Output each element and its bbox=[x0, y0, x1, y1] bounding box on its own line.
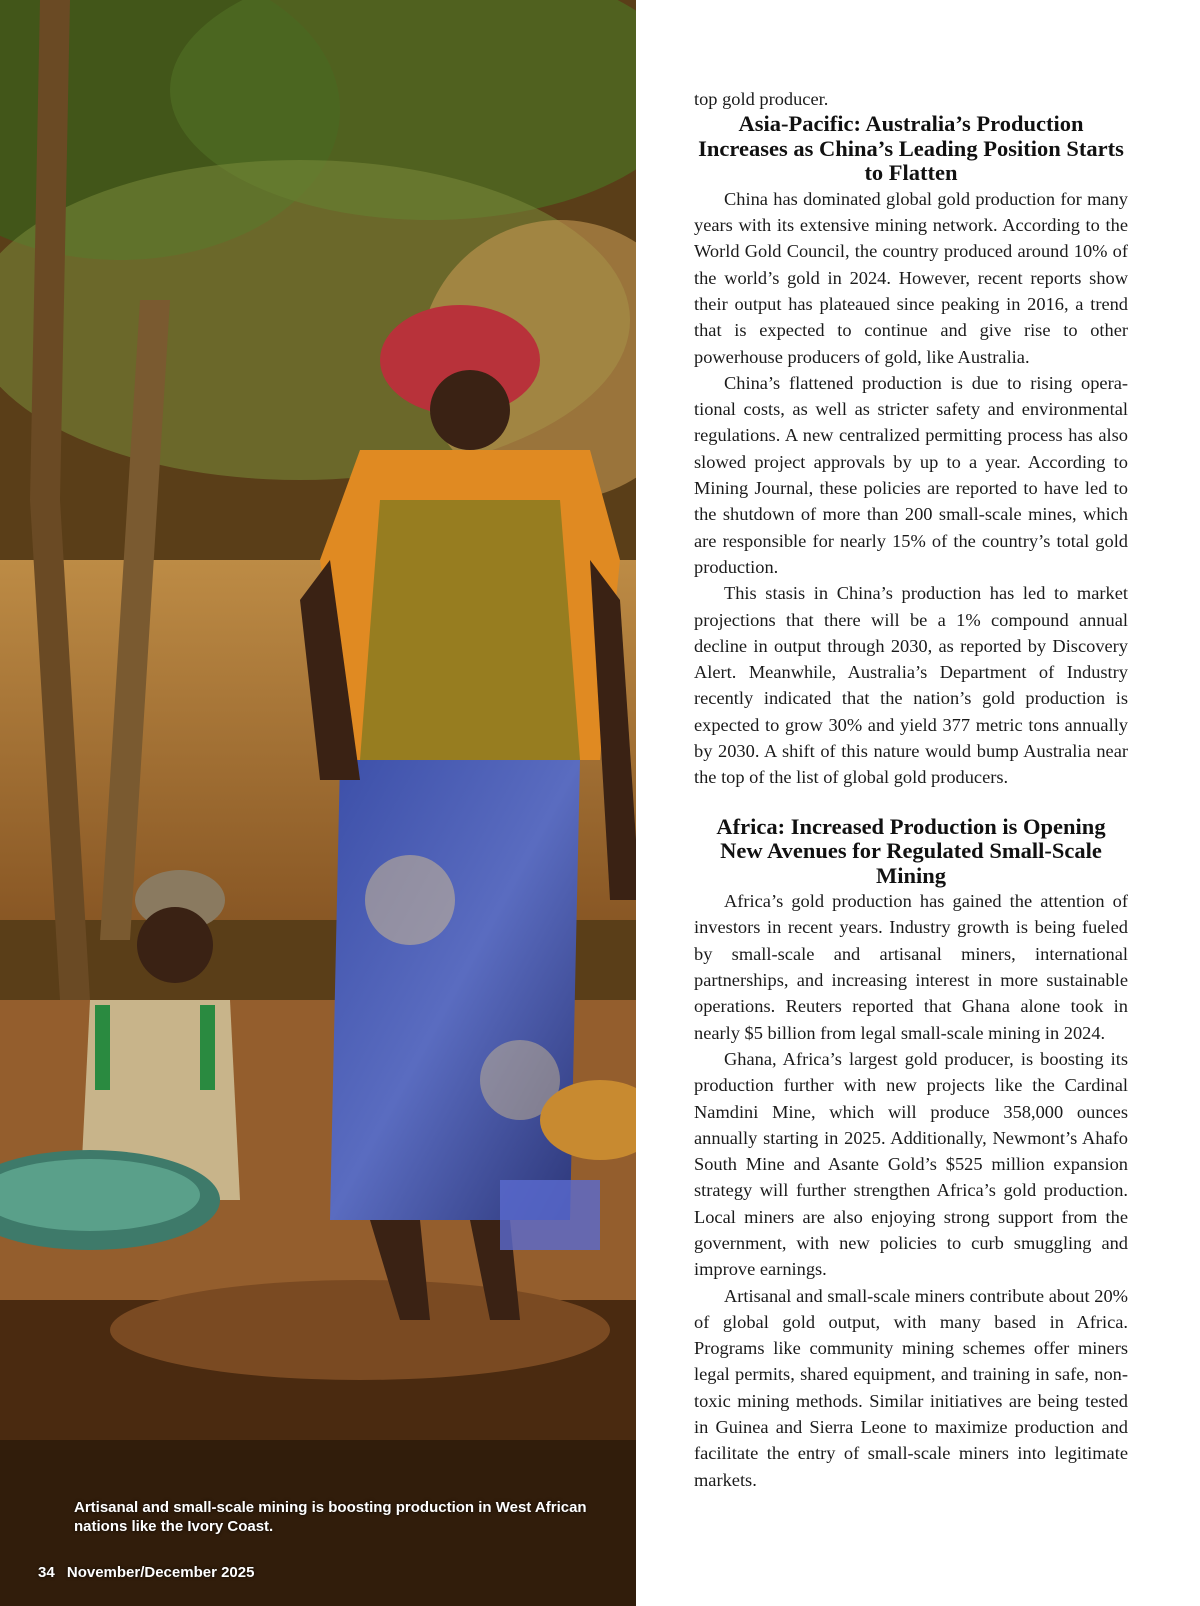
photo-caption: Artisanal and small-scale mining is boosting production in West African nations like the Ivory Coast. bbox=[74, 1499, 587, 1535]
paragraph: Artisanal and small-scale miners contribute about 20% of global gold output, with many based in Africa. Programs like community mining schemes offer miners legal permits, shared equipment, and training in safe, non-toxic mining methods. Similar initiatives are being tested in Guinea and Sierra Leone to maximize production and facilitate the entry of small-scale miners into legitimate markets. bbox=[694, 1285, 1128, 1490]
section-heading-asia-pacific: Asia-Pacific: Australia’s Production Increases as China’s Leading Position Starts to Flatten bbox=[698, 111, 1124, 186]
paragraph: China’s flattened production is due to rising operational costs, as well as stricter safety and environmental regulations. A new centralized permitting process has also slowed project approvals by up to a year. According to Mining Journal, these policies are reported to have led to the shutdown of more than 200 small-scale mines, which are responsible for nearly 15% of the country’s total gold production. bbox=[694, 372, 1128, 577]
paragraph: China has dominated global gold production for many years with its extensive mining network. According to the World Gold Council, the country produced around 10% of the world’s gold in 2024. However, recent reports show their output has plateaued since peaking in 2016, a trend that is expected to continue and give rise to other powerhouse producers of gold, like Australia. bbox=[694, 188, 1128, 367]
article-column bbox=[694, 86, 1128, 1493]
paragraph: Africa’s gold production has gained the attention of investors in recent years. Industry growth is being fueled by small-scale and artisanal miners, international partnerships, and increasing interest in more sustainable operations. Reuters reported that Ghana alone took in nearly $5 billion from legal small-scale mining in 2024. bbox=[694, 891, 1128, 1043]
section-heading-africa: Africa: Increased Production is Opening New Avenues for Regulated Small-Scale Mining bbox=[716, 813, 1106, 888]
page-number: 34 bbox=[38, 1564, 55, 1581]
issue-date: November/December 2025 bbox=[66, 1564, 255, 1581]
paragraph: Ghana, Africa’s largest gold producer, is boosting its production further with new projects like the Cardinal Namdini Mine, which will produce 358,000 ounces annually starting in 2025. Additionally, Newmont’s Ahafo South Mine and Asante Gold’s $525 million expansion strategy will further strengthen Africa’s gold production. Local miners are also enjoying strong support from the government, with new policies to curb smuggling and improve earnings. bbox=[694, 1048, 1128, 1280]
lead-fragment: top gold producer. bbox=[694, 89, 829, 109]
page-footer bbox=[38, 1564, 254, 1581]
paragraph: This stasis in China’s production has led to market projections that there will be a 1% compound annual decline in output through 2030, as reported by Discovery Alert. Meanwhile, Australia’s Department of Industry recently indicated that the nation’s gold production is expected to grow 30% and yield 377 metric tons annually by 2030. A shift of this nature would bump Australia near the top of the list of global gold producers. bbox=[694, 583, 1128, 788]
